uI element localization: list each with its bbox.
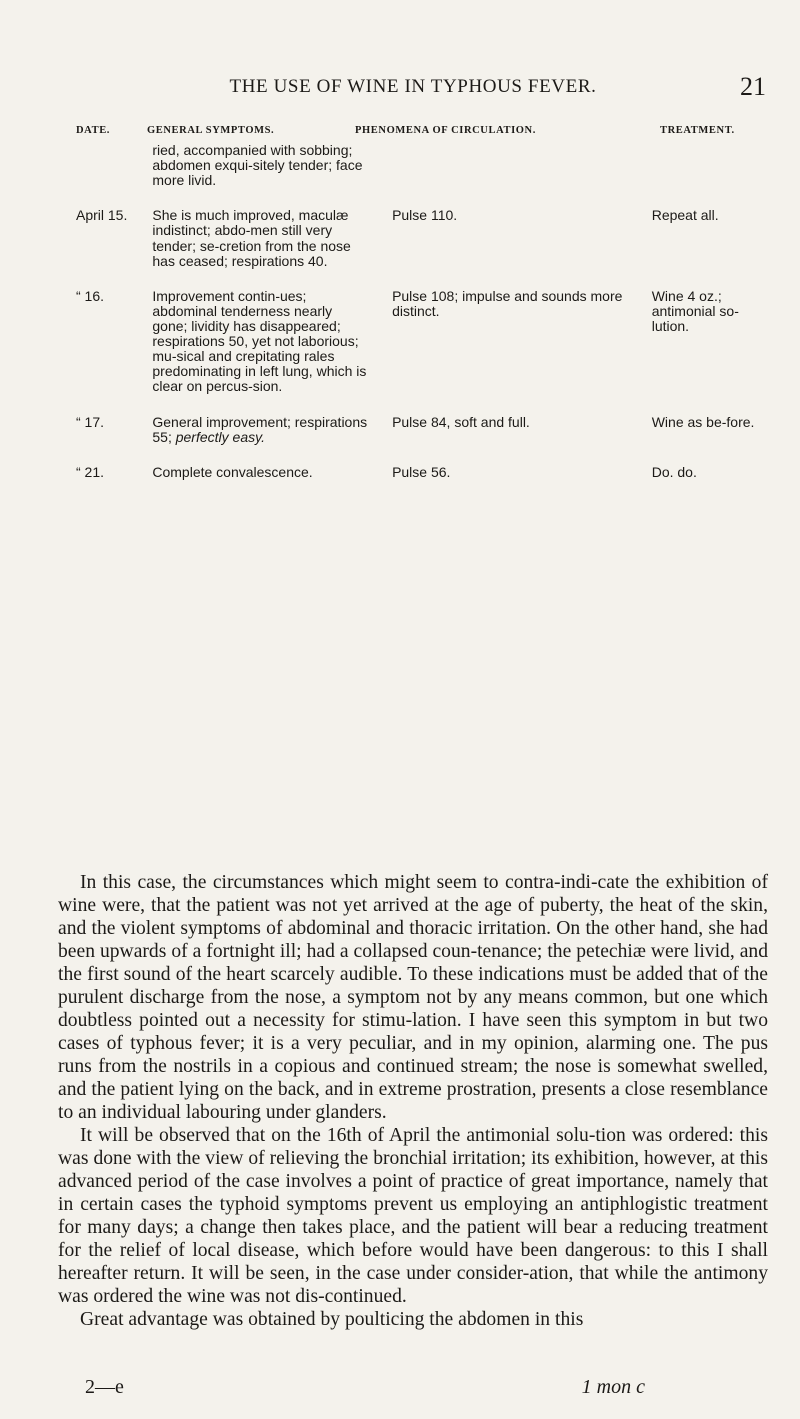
date-cell: “ 17. xyxy=(76,413,105,430)
symptoms-text: General improvement; respirations 55; xyxy=(152,413,368,445)
table-row xyxy=(76,208,776,268)
date-cell: April 15. xyxy=(76,207,128,224)
column-header-circulation: PHENOMENA OF CIRCULATION. xyxy=(355,125,536,136)
treatment-cell: Do. do. xyxy=(651,463,697,480)
circulation-cell: Pulse 84, soft and full. xyxy=(392,413,530,430)
symptoms-emphasis: perfectly easy. xyxy=(175,428,265,445)
symptoms-cell: ried, accompanied with sobbing; abdomen exqui-sitely tender; face more livid. xyxy=(152,142,363,189)
column-header-symptoms: GENERAL SYMPTOMS. xyxy=(147,125,275,136)
paragraph: Great advantage was obtained by poulticing the abdomen in this xyxy=(80,1309,584,1330)
circulation-cell: Pulse 110. xyxy=(392,207,458,224)
circulation-cell: Pulse 108; impulse and sounds more distinct. xyxy=(392,287,623,319)
circulation-cell xyxy=(388,143,642,188)
treatment-cell xyxy=(642,143,776,188)
date-cell: “ 16. xyxy=(76,287,105,304)
running-title: THE USE OF WINE IN TYPHOUS FEVER. xyxy=(229,76,597,97)
treatment-cell: Wine 4 oz.; antimonial so-lution. xyxy=(651,287,739,334)
printer-signature: 2—e xyxy=(85,1376,124,1398)
running-head xyxy=(60,72,766,106)
catchword: 1 mon c xyxy=(581,1376,645,1398)
date-cell xyxy=(76,143,144,188)
symptoms-cell: Complete convalescence. xyxy=(152,463,313,480)
symptoms-cell: She is much improved, maculæ indistinct; abdo-men still very tender; se-cretion from the nose has ceased; respirations 40. xyxy=(152,207,351,269)
treatment-cell: Repeat all. xyxy=(651,207,719,224)
body-text xyxy=(58,871,768,1331)
table-row xyxy=(76,465,776,480)
symptoms-cell xyxy=(144,415,388,445)
footer xyxy=(85,1376,645,1402)
page-number: 21 xyxy=(740,72,766,101)
column-header-treatment: TREATMENT. xyxy=(660,125,735,136)
treatment-cell: Wine as be-fore. xyxy=(651,413,755,430)
table-row xyxy=(76,143,776,188)
case-record-table xyxy=(76,143,776,480)
symptoms-cell: Improvement contin-ues; abdominal tenderness nearly gone; lividity has disappeared; respirations 50, yet not laborious; mu-sical and crepitating rales predominating in left lung, which is clear on percus-sion. xyxy=(152,287,367,395)
circulation-cell: Pulse 56. xyxy=(392,463,451,480)
paragraph: In this case, the circumstances which might seem to contra-indi-cate the exhibition of wine were, that the patient was not yet arrived at the age of puberty, the heat of the skin, and the violent symptoms of abdominal and thoracic irritation. On the other hand, she had been upwards of a fortnight ill; had a collapsed coun-tenance; the petechiæ were livid, and the first sound of the heart scarcely audible. To these indications must be added that of the purulent discharge from the nose, a symptom not by any means common, but one which doubtless pointed out a necessity for stimu-lation. I have seen this symptom in but two cases of typhous fever; it is a very peculiar, and in my opinion, alarming one. The pus runs from the nostrils in a copious and continued stream; the nose is somewhat swelled, and the patient lying on the back, and in extreme prostration, presents a close resemblance to an individual labouring under glanders. xyxy=(58,872,768,1123)
date-cell: “ 21. xyxy=(76,463,105,480)
paragraph: It will be observed that on the 16th of April the antimonial solu-tion was ordered: this was done with the view of relieving the bronchial irritation; its exhibition, however, at this advanced period of the case involves a point of practice of great importance, namely that in certain cases the typhoid symptoms prevent us employing an antiphlogistic treatment for many days; a change then takes place, and the patient will bear a reducing treatment for the relief of local disease, which before would have been dangerous: to this I shall hereafter return. It will be seen, in the case under consider-ation, that while the antimony was ordered the wine was not dis-continued. xyxy=(58,1125,768,1307)
table-row xyxy=(76,289,776,395)
column-header-date: DATE. xyxy=(76,125,111,136)
table-row xyxy=(76,415,776,445)
